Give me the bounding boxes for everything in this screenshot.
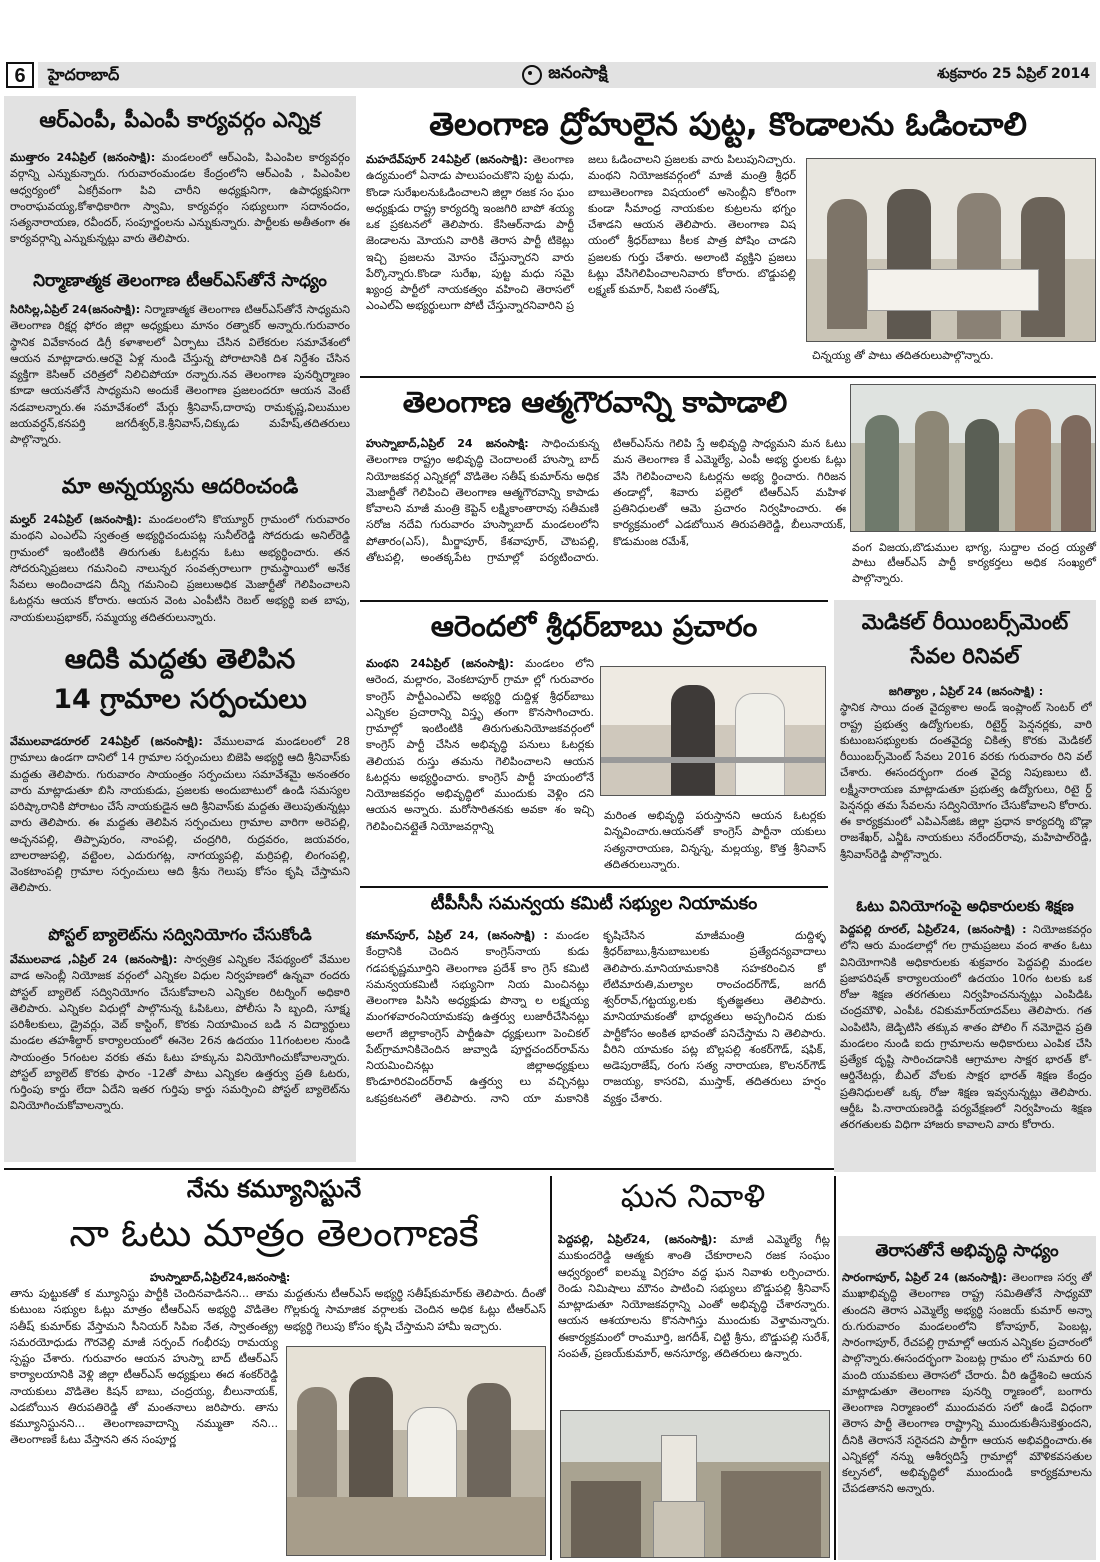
nivali-dateline: పెద్దపల్లి, ఏప్రిల్24, (జనంసాక్షి):	[558, 1233, 717, 1246]
nivali-headline: ఘన నివాళి	[620, 1177, 766, 1215]
sarpanch-dateline: వేములవాడరూరల్ 24ఏప్రిల్ (జనంసాక్షి):	[10, 735, 203, 748]
communist-dateline: హుస్నాబాద్,ఏప్రిల్24,జనంసాక్షి:	[150, 1271, 291, 1284]
terasa-body: తెలంగాణ సర్వ తో ముఖాభివృద్ధి తెలంగాణ రాష్ట్ర సమితితోనే సాధ్యమౌ తుందని తెరాస ఎమ్మెల్యే అభ్యర్థి సంజయ్ కుమార్ అన్నా రు.గురువారం మండలంలోని కోనాపూర్, పెంబట్ల, సారంగాపూర్, రేచపల్లి గ్రామాల్లో ఆయన ఎన్నికల ప్రచారంలో పాల్గొన్నారు.ఈసందర్భంగా పెంబట్ల గ్రామం లో సుమారు 60 మంది యువకులు తెరాసలో చేరారు. వీరి ఉద్దేశించి ఆయన మాట్లాడుతూ తెలంగాణ పునర్ని ర్మాణంలో, బంగారు తెలంగాణ నిర్మాణంలో ముందువరు సలో ఉండే విధంగా తెరాస పార్టీ తెలంగాణ రాష్ట్రాన్ని ముందుకుతీసుకెళ్తుందని, దీనికి తెరాసనే సరైనదని పార్టీగా ఆయన అభివర్ణించారు.ఈ ఎన్నికల్లో నన్ను ఆశీర్వదిస్తే గ్రామాల్లో మౌళికవసతుల కల్పనలో, అభివృద్ధిలో ముందుండి కార్యక్రమాలను చేపడతానని అన్నారు.	[842, 1271, 1092, 1496]
divider	[4, 1168, 834, 1170]
postal-article	[10, 952, 350, 1154]
medical-headline-line2: సేవల రినివల్	[910, 644, 1020, 668]
sridhar-dateline: మంథని 24ఏప్రిల్ (జనంసాక్షి):	[366, 657, 514, 670]
nivali-photo	[560, 1410, 830, 1558]
communist-body-right: మద్దతును టీఆర్ఎస్ అభ్యర్థి సతీష్‌కుమార్‌కు తెలిపారు. దీంతో గొల్లకుర్మ సామాజిక వర్గాలకు చెందిన అధిక ఓట్లు టీఆర్ఎస్ అభ్యర్థి గెలుపు కోసం కృషి చేస్తామని హామీ ఇచ్చారు.	[284, 1287, 546, 1333]
atmagouravam-caption: వంగ విజయ,బొడుముల భాగ్య, సుద్దాల చంద్ర య్యతో పాటు టీఆర్ఎస్ పార్టీ కార్యకర్తలు అధిక సంఖ్యలో పాల్గొన్నారు.	[852, 541, 1096, 585]
terasa-article	[842, 1270, 1092, 1558]
terasa-dateline: సారంగాపూర్, ఏప్రిల్ 24 (జనంసాక్షి):	[842, 1271, 1007, 1284]
drohulu-caption: చిన్నయ్య తో పాటు తదితరులుపాల్గొన్నారు.	[812, 349, 994, 362]
postal-body: సార్వత్రిక ఎన్నికల నేపథ్యంలో వేముల వాడ అసెంబ్లీ నియోజక వర్గంలో ఎన్నికల విధుల నిర్వహణలో ఉన్నవా రందరు పోస్టల్ బ్యాలెట్ సద్వినియోగం చేసుకోవాలని ఎన్నికల రిటర్నింగ్ అధికారి తెలిపారు. ఎన్నికల విధుల్లో పాల్గొనున్న ఓపిఓలు, పోలీసు సి బ్బంది, సూక్ష్మ పరిశీలకులు, డ్రైవర్లు, వెబ్ కాస్టింగ్, కొరకు నియామించ బడి న విద్యార్థులు మండల తహశీల్దార్ కార్యాలయంలో ఈనెల 26న ఉదయం 11గంటలల నుండి సాయంత్రం 5గంటల వరకు తమ ఓటు హక్కును వినియోగించుకోవాలన్నారు. పోస్టల్ బ్యాలెట్ కొరకు ఫారం -12తో పాటు ఎన్నికల ఉత్తర్వు ప్రతి ఓటరు, గుర్తింపు కార్డు లేదా ఏదేని ఇతర గుర్తిపు కార్డు సమర్పించి పోస్టల్ బ్యాలెట్‌ను వినియోగించుకోవాలన్నారు.	[10, 953, 350, 1113]
communist-dateline-box	[150, 1270, 450, 1286]
sarpanch-headline-line2: 14 గ్రామాల సర్పంచులు	[53, 684, 307, 715]
sarpanch-headline-line1: ఆదికి మద్దతు తెలిపిన	[64, 644, 296, 675]
terasa-headline: తెరాసతోనే అభివృద్ధి సాధ్యం	[875, 1241, 1059, 1261]
sarpanch-body: వేములవాడ మండలంలో 28 గ్రామాలు ఉండగా దానిలో 14 గ్రామాల సర్పంచులు బిజెపి అభ్యర్థి ఆది శ్రీనివాస్‌కు మద్దతు తెలిపారు. గురువారం సాయంత్రం సర్పంచులు సమావేశమై అనంతరం వారు మాట్లాడుతూ బిసి నాయకుడు, ప్రజలకు అందుబాటులో ఉండి సమస్యల పరిష్కారానికి పోరాటం చేసే నాయకుడైన ఆది శ్రీనివాస్‌కు మద్దతు తెలుపుతున్నట్లు వారు తెలిపారు. ఈ మద్దతు తెలిపిన సర్పంచులు గ్రామాల వారిగా అరెపల్లి, అచ్చనపల్లి, తిప్పాపురం, నాంపల్లి, చంద్రగిరి, రుద్రవరం, జయవరం, బాలరాజుపల్లి, వట్టెంల, ఎదురుగట్ల, నాగయ్యపల్లి, మర్రిపల్లి, లింగంపల్లి, వెంకటాంపల్లి గ్రామాల సర్పంచులు ఆది శ్రీను గెలుపు కోసం కృషి చేస్తామని తెలిపారు.	[10, 735, 350, 895]
masthead-date: శుక్రవారం 25 ఏప్రిల్ 2014	[937, 66, 1090, 82]
communist-photo	[286, 1346, 546, 1556]
logo-emblem-icon	[522, 65, 542, 85]
votu-article	[840, 922, 1092, 1166]
masthead-city: హైదరాబాద్	[48, 65, 120, 84]
sridhar-body-left: మండలం లోని ఆరెంద, మల్లారం, వెంకటాపూర్ గ్రామా ల్లో గురువారం కాంగ్రెస్ పార్టీఎంఎల్ఏ అభ్యర్థి దుద్దిళ్ల శ్రీధర్‌బాబు ఎన్నికల ప్రచారాన్ని విస్తృ తంగా కొనసాగించారు. గ్రామాల్లో ఇంటింటికి తిరుగుతునియోజకవర్గంలో కాంగ్రెస్ పార్టీ చేసిన అభివృద్ధి పనులు ఓటర్లకు తెలియప రుస్తు తమను గెలిపించాలని ఆయన ఓటర్లను అభ్యర్థించారు. కాంగ్రెస్ పార్టీ హయంలోనే నియోజకవర్గం అభివృద్ధిలో ముందుకు వెళ్లిం దని ఆయన అన్నారు. మరోసారితనకు అవకా శం ఇచ్చి గెలిపించినట్లైతే నియోజవర్గాన్ని	[366, 657, 594, 833]
atmagouravam-body: సాధించుకున్న తెలంగాణ రాష్ట్రం అభివృద్ధి చెందాలంటే హుస్నా బాద్ నియోజకవర్గ ఎన్నికల్లో వొడితెల సతీష్ కుమార్‌ను అధిక మెజార్టీతో గెలిపించి తెలంగాణ ఆత్మగౌరవాన్ని కాపాడు కోవాలని మాజీ మంత్రి కెప్టెన్ లక్ష్మికాంతారావు సతీమణి సరోజ నదేవి గురువారం హుస్నాబాద్ మండలంలోని పోతారం(ఎస్), మీర్జాపూర్, కేశవాపూర్, చౌటపల్లి, తోటపల్లి, అంతక్కపేట గ్రామాల్లో పర్యటించారు. టిఆర్ఎస్‌ను గెలిపి స్తే అభివృద్ధి సాధ్యమని మన ఓటు మన తెలంగాణ కే ఎమ్మెల్యే, ఎంపీ అభ్య ర్థులకు ఓట్లు వేసి గెలిపించాలని ఓటర్లను అభ్య ర్థించారు. గిరిజన తండాల్లో, శివారు పల్లెలో టిఆర్ఎస్ మహిళ ప్రతినిధులతో ఆమె ప్రచారం నిర్వహించారు. ఈ కార్యక్రమంలో ఎడబోయిన తిరుపతిరెడ్డి, బీలునాయక్, కొడుమంజ రమేశ్,	[366, 437, 846, 564]
sridhar-headline: ఆరెందలో శ్రీధర్‌బాబు ప్రచారం	[430, 609, 758, 643]
nirmanatmaka-dateline: సిరిసిల్ల,ఏప్రిల్ 24(జనంసాక్షి):	[10, 303, 141, 316]
atmagouravam-dateline: హుస్నాబాద్,ఏప్రిల్ 24 జనంసాక్షి:	[366, 437, 529, 450]
communist-article-right	[284, 1286, 546, 1346]
anna-headline: మా అన్నయ్యను ఆదరించండి	[61, 474, 299, 498]
sridhar-photo	[600, 666, 826, 796]
divider	[550, 1176, 552, 1560]
drohulu-photo	[806, 158, 1096, 342]
nirmanatmaka-body: నిర్మాణాత్మక తెలంగాణ టిఆర్ఎస్‌తోనే సాధ్యమని తెలంగాణ రిక్షర్ల ఫోరం జిల్లా అధ్యక్షులు మానం రత్నాకర్ అన్నారు.గురువారం స్థానిక వివేకానంద డిగ్రీ కళాశాలలో ఏర్పాటు చేసిన విలేకరుల సమావేశంలో ఆయన మాట్లాడారు.ఆరవై ఏళ్ల నుండి చేస్తున్న పోరాటానికి దిశ నిర్దేశం చేసిన వ్యక్తిగా కెసిఆర్ చరిత్రలో నిలిచిపోయా రన్నారు.నవ తెలంగాణ పునర్నిర్మాణం కూడా ఆయనతోనే సాధ్యమని అందుకే తెలంగాణ ప్రజలందరూ ఆయన వెంటే నడవాలన్నారు.ఈ సమావేశంలో మేర్గు శ్రీనివాస్,దారాపు రామకృష్ణ,విలుముల జయవర్ధన్,కనపర్తి జగదీశ్వర్,కె.శ్రీనివాస్,చిక్కుడు మహేష్,తదితరులు పాల్గొన్నారు.	[10, 303, 350, 447]
divider	[360, 376, 1096, 378]
atmagouravam-photo	[850, 384, 1096, 532]
anna-dateline: మల్హర్ 24ఏప్రిల్ (జనంసాక్షి):	[10, 513, 142, 526]
rmp-dateline: ముత్తారం 24ఏప్రిల్ (జనంసాక్షి):	[10, 151, 156, 164]
tpcc-dateline: కమాన్‌పూర్, ఏప్రిల్ 24, (జనంసాక్షి) :	[366, 929, 548, 942]
nivali-body: మాజీ ఎమ్మెల్యే గీట్ల ముకుందరెడ్డి ఆత్మకు శాంతి చేకూరాలని రజక సంఘం ఆధ్వర్యంలో ఐలమ్మ విగ్రహం వద్ద ఘన నివాళు లర్పించారు. రెండు నిమిషాలు మౌనం పాటించి సభ్యులు బొడ్డుపల్లి శ్రీనివాస్ మాట్లాడుతూ నియోజకవర్గాన్ని ఎంతో అభివృద్ధి చేశారన్నారు. ఆయన ఆశయాలను కొనసాగిస్తు ముందుకు వెళ్తామన్నారు. ఈకార్యక్రమంలో రాంమూర్తి, జగదీశ్, చిట్టి శ్రీను, బొడ్డుపల్లి సురేశ్, సంపత్, ప్రణయ్‌కుమార్, అనసూర్య, తదితరులు ఉన్నారు.	[558, 1233, 830, 1360]
votu-headline: ఓటు వినియోగంపై అధికారులకు శిక్షణ	[856, 897, 1074, 915]
drohulu-dateline: మహదేవ్‌పూర్ 24ఏప్రిల్ (జనంసాక్షి):	[366, 153, 528, 166]
atmagouravam-article	[366, 436, 846, 584]
communist-headline: నా ఓటు మాత్రం తెలంగాణకే	[69, 1211, 479, 1255]
sridhar-body-right: మరింత అభివృద్ధి పరుస్తానని ఆయన ఓటర్లకు విన్నవించారు.ఆయనతో కాంగ్రెస్ పార్టీనా యకులు సత్యనారాయణ, విన్నస్న, మల్లయ్య, కొత్త శ్రీనివాస్ తదితరులున్నారు.	[604, 809, 826, 871]
postal-dateline: వేములవాడ ,ఏప్రిల్ 24 (జనంసాక్షి):	[10, 953, 178, 966]
rmp-article	[10, 150, 350, 262]
votu-body: నియోజకవర్గం లోని ఆరు మండలాల్లో గల గ్రామప్రజలు వంద శాతం ఓటు వినియోగానికి అధికారులకు శుక్రవారం పెద్దపల్లి మండల ప్రజాపరిషత్ కార్యాలయంలో ఉదయం 10గం టలకు ఒక రోజు శిక్షణ తరగతులు నిర్వహించనున్నట్లు ఎంపిడిఓ చంద్రమౌళి, ఎంపీఓ రవికుమార్‌యాదవ్‌లు తెలిపారు. గత ఎంపిటిసి, జెడ్పిటిసి తక్కువ శాతం పోలిం గ్ నమోదైన ప్రతి మండలం నుండి ఐదు గ్రామాలను అధికారులు ఎంపిక చేసి ప్రత్యేక దృష్టి సారించడానికి ఆగ్రామాల సాక్షర భారత్ కో-ఆర్డినేటర్లు, బీఎల్ వోలకు సాక్షర భారత్ శిక్షణ కేంద్రం ప్రతినిధులతో ఒక్క రోజు శిక్షణ ఇవ్వనున్నట్లు తెలిపారు. ఆర్డీఓ పి.నారాయణరెడ్డి పర్యవేక్షణలో నిర్వహించు శిక్షణ తరగతులకు విధిగా హాజరు కావాలని వారు కోరారు.	[840, 923, 1092, 1132]
page-number: 6	[6, 62, 34, 88]
divider	[834, 1176, 836, 1560]
medical-body: స్థానిక సాయి దంత వైద్యశాల అండ్ ఇంప్లాంట్ సెంటర్ లో రాష్ట్ర ప్రభుత్వ ఉద్యోగులకు, రిటైర్డ్ పెన్షనర్లకు, వారి కుటుంబసభ్యులకు దంతవైద్య చికిత్స కొరకు మెడికల్ రీయింబర్స్‌మెంట్ సేవలు 2016 వరకు గురువారం రిని వల్ చేశారు. ఈసందర్భంగా దంత వైద్య నిపుణులు టి. లక్ష్మీనారాయణ మాట్లాడుతూ ప్రభుత్వ ఉద్యోగులు, రిటై ర్డ్ పెన్షనర్లు తమ సేవలను సద్వినియోగం చేసుకోవాలని కోరారు. ఈ కార్యక్రమంలో ఎపిఎన్‌జిఓ జిల్లా ప్రధాన కార్యదర్శి బొడ్లా రాజశేఖర్, ఎన్జీఓ నాయకులు నరేందర్‌రావు, మహిపాల్‌రెడ్డి, శ్రీనివాస్‌రెడ్డి పాల్గొన్నారు.	[840, 701, 1092, 861]
masthead-logo	[490, 62, 640, 88]
medical-dateline: జగిత్యాల , ఏప్రిల్ 24 (జనంసాక్షి) :	[888, 685, 1044, 698]
anna-body: మండలంలోని కొయ్యూర్ గ్రామంలో గురువారం మంథని ఎంఎల్ఏ స్వతంత్ర అభ్యర్థిచందుపట్ల సునీల్‌రెడ్డి సోదరుడు అనిల్‌రెడ్డి గ్రామంలో ఇంటింటికి తిరుగుతు ఓటర్లను ఓటు అభ్యర్థించారు. తన సోదరున్నిప్రజలు గమనించి నాలున్నర సంవత్సరాలుగా గ్రామస్థాయిలో అనేక సేవలు అందించాడని దీన్ని గమనించి ప్రజలుఅధిక మెజార్టీతో గెలిపించాలని ఓటర్లను ఆయన కోరారు. ఆయన వెంట ఎంపీటీసి రెబల్ అభ్యర్థి ఐత బాపు, నాయకులుప్రభాకర్, సమ్మయ్య తదితరులున్నారు.	[10, 513, 350, 624]
communist-body-left: తాను పుట్టుకతో క మ్యూనిస్టు పార్టీకి చెందినవాడినని... తామ కుటుంబ సభ్యుల ఓట్లు మాత్రం టీఆర్ఎస్ అభ్యర్థి వొడితెల సతీష్ కుమార్‌కు వేస్తామని సీనియర్ సిపిఐ నేత, స్వాతంత్య్ర సమరయోధుడు గౌరవెల్లి మాజీ సర్పంచ్ గంభీరపు రామయ్య స్పష్టం చేశారు. గురువారం ఆయన హుస్నా బాద్ టీఆర్ఎస్ కార్యాలయానికి వెళ్లి జిల్లా టీఆర్ఎస్ అధ్యక్షులు ఈద శంకర్‌రెడ్డి నాయకులు వొడితెల కిషన్ బాబు, చంద్రయ్య, బీలునాయక్, ఎడబోయిన తిరుపతిరెడ్డి తో మంతనాలు జరిపారు. తాను కమ్యూనిస్టునని... తెలంగాణవాదాన్ని నమ్ముతా నని... తెలంగాణకే ఓటు వేస్తానని తన సంపూర్ణ	[10, 1287, 278, 1447]
atmagouravam-headline: తెలంగాణ ఆత్మగౌరవాన్ని కాపాడాలి	[402, 385, 788, 419]
masthead	[0, 0, 1100, 92]
communist-kicker: నేను కమ్యూనిస్టునే	[186, 1175, 362, 1203]
drohulu-article	[366, 152, 796, 366]
anna-article	[10, 512, 350, 642]
sridhar-article-right	[604, 808, 826, 878]
nivali-article	[558, 1232, 830, 1406]
tpcc-article	[366, 928, 826, 1162]
divider	[360, 886, 828, 888]
divider	[360, 600, 828, 602]
drohulu-body: తెలంగాణ ఉద్యమంలో ఏనాడు పాలుపంచుకొని పుట్ట మధు, కొండా సురేఖలనుఓడించాలని జిల్లా రజక సం ఘం అధ్యక్షుడు రాష్ట్ర కార్యదర్శి ఇంజగిరి బాపో శయ్య ఒక ప్రకటనలో తెలిపారు. కేసిఆర్‌నాడు పార్టీ జెండాలను మోయని వారికి తెరాస పార్టీ టికెట్లు ఇచ్చి ప్రజలను మోసం చేస్తున్నారని వారు పేర్కొన్నారు.కొండా సురేఖ, పుట్ట మధు సమై ఖ్యంద్ర పార్టీలో నాయకత్వం వహించి తెరాసలో ఎంఎల్ఏ అభ్యర్థులుగా పోటీ చేస్తున్నారనివారిని ప్ర జలు ఓడించాలని ప్రజలకు వారు పిలుపునిచ్చారు. మంథని నియోజకవర్గంలో మాజీ మంత్రి శ్రీధర్ బాబుతెలంగాణ విషయంలో అసెంబ్లీని కోరింగా కుండా సీమాంధ్ర నాయకుల కుట్రలను భగ్నం చేశాడని ఆయన తెలిపారు. తెలంగాణ విష యంలో శ్రీధర్‌బాబు కీలక పాత్ర పోషిం చాడని ప్రజలకు గుర్తు చేశారు. అలాంటి వ్యక్తిని ప్రజలు ఓట్లు వేసిగెలిపించాలనివారు కోరారు. బొడ్డుపల్లి లక్ష్మణ్ కుమార్, సిఐటి సంతోష్,	[366, 153, 796, 313]
sridhar-article-left	[366, 656, 594, 876]
medical-headline-line1: మెడికల్ రీయింబర్స్‌మెంట్	[861, 610, 1069, 634]
sarpanch-article	[10, 734, 350, 918]
rmp-body: మండలంలో ఆర్ఎంపి, పిఎంపిల కార్యవర్గం వర్గాన్ని ఎన్నుకున్నారు. గురువారంమండల కేంద్రంలోని ఆర్ఎంపి , పిఎంపిల ఆధ్వర్యంలో ఏకగ్రీవంగా పివి చారీని అధ్యక్షునిగా, ఉపాధ్యక్షునిగా రాంరాఘవయ్య,కోశాధికారిగా స్వామి, కార్యవర్గం సభ్యులుగా సదానందం, సత్యనారాయణ, రవీందర్, సంపూర్ణంలను ఎన్నుకున్నారు. పార్టీలకు అతీతంగా ఈ కార్యవర్గాన్ని ఎన్నుకున్నట్లు వారు తెలిపారు.	[10, 151, 350, 246]
paper-name: జనంసాక్షి	[548, 63, 608, 83]
tpcc-body: మండల కేంద్రానికి చెందిన కాంగ్రెస్‌నాయ కుడు గడపకృష్ణమూర్తిని తెలంగాణ ప్రదేశ్ కాం గ్రెస్ కమిటి సమన్వయకమిటీ సభ్యునిగా నియ మించినట్లు తెలంగాణ పిసిసి అధ్యక్షుడు పొన్నా ల లక్ష్మయ్య మంగళవారంనియామకపు ఉత్తర్వు లుజారీచేసినట్లు అలాగే జిల్లాకాంగ్రెస్ పార్టీఉపా ధ్యక్షులుగా పెంచికల్ పేట్‌గ్రామానికిచెందిన జువ్వాడి పూర్ణచందర్‌రావ్‌ను నియమించినట్లు జిల్లాఅధ్యక్షులు కొండూరిరవిందర్‌రావ్ ఉత్తర్వు లు వచ్చినట్లు ఒకప్రకటనలో తెలిపారు. నాని యా మకానికి కృషిచేసిన మాజీమంత్రి దుద్దిళ్ళ శ్రీధర్‌బాబు,శ్రీనుబాబులకు ప్రత్యేదన్యవాదాలు తెలిపారు.మానియామకానికి సహకరించిన కో లేటిమారుతి,మల్యాల రాంచందర్‌గౌడ్, జగదీ శ్వర్‌రావ్,గట్టయ్య,లకు కృతజ్ఞతలు తెలిపారు. మానియామకంతో భాధ్యతలు అప్పగించిన దుకు పార్టీకోసం అంకిత భావంతో పనిచేస్తామ ని తెలిపారు. వీరిని యామకం పట్ల బొల్లపల్లి శంకర్‌గౌడ్, షఫిక్, అడెపురాజేష్, రంగు సత్య నారాయణ, కొలనర్‌గౌడ్ రాజయ్య, కాసరవి, ముస్తాక్, తదితరులు హర్షం వ్యక్తం చేశారు.	[366, 929, 826, 1105]
drohulu-headline: తెలంగాణ ద్రోహులైన పుట్ట, కొండాలను ఓడించాలి	[429, 105, 1027, 143]
communist-article-left	[10, 1286, 278, 1562]
medical-article	[840, 684, 1092, 892]
postal-headline: పోస్టల్ బ్యాలెట్‌ను సద్వినియోగం చేసుకోండి	[48, 925, 312, 944]
nirmanatmaka-headline: నిర్మాణాత్మక తెలంగాణ టీఆర్ఎస్‌తోనే సాధ్యం	[33, 271, 327, 291]
rmp-headline: ఆర్ఎంపీ, పీఎంపీ కార్యవర్గం ఎన్నిక	[39, 108, 321, 132]
nirmanatmaka-article	[10, 302, 350, 466]
tpcc-headline: టీపీసీసీ సమన్వయ కమిటీ సభ్యుల నియామకం	[430, 893, 758, 914]
votu-dateline: పెద్దపల్లి రూరల్, ఏప్రిల్24, (జనంసాక్షి) :	[840, 923, 1027, 936]
